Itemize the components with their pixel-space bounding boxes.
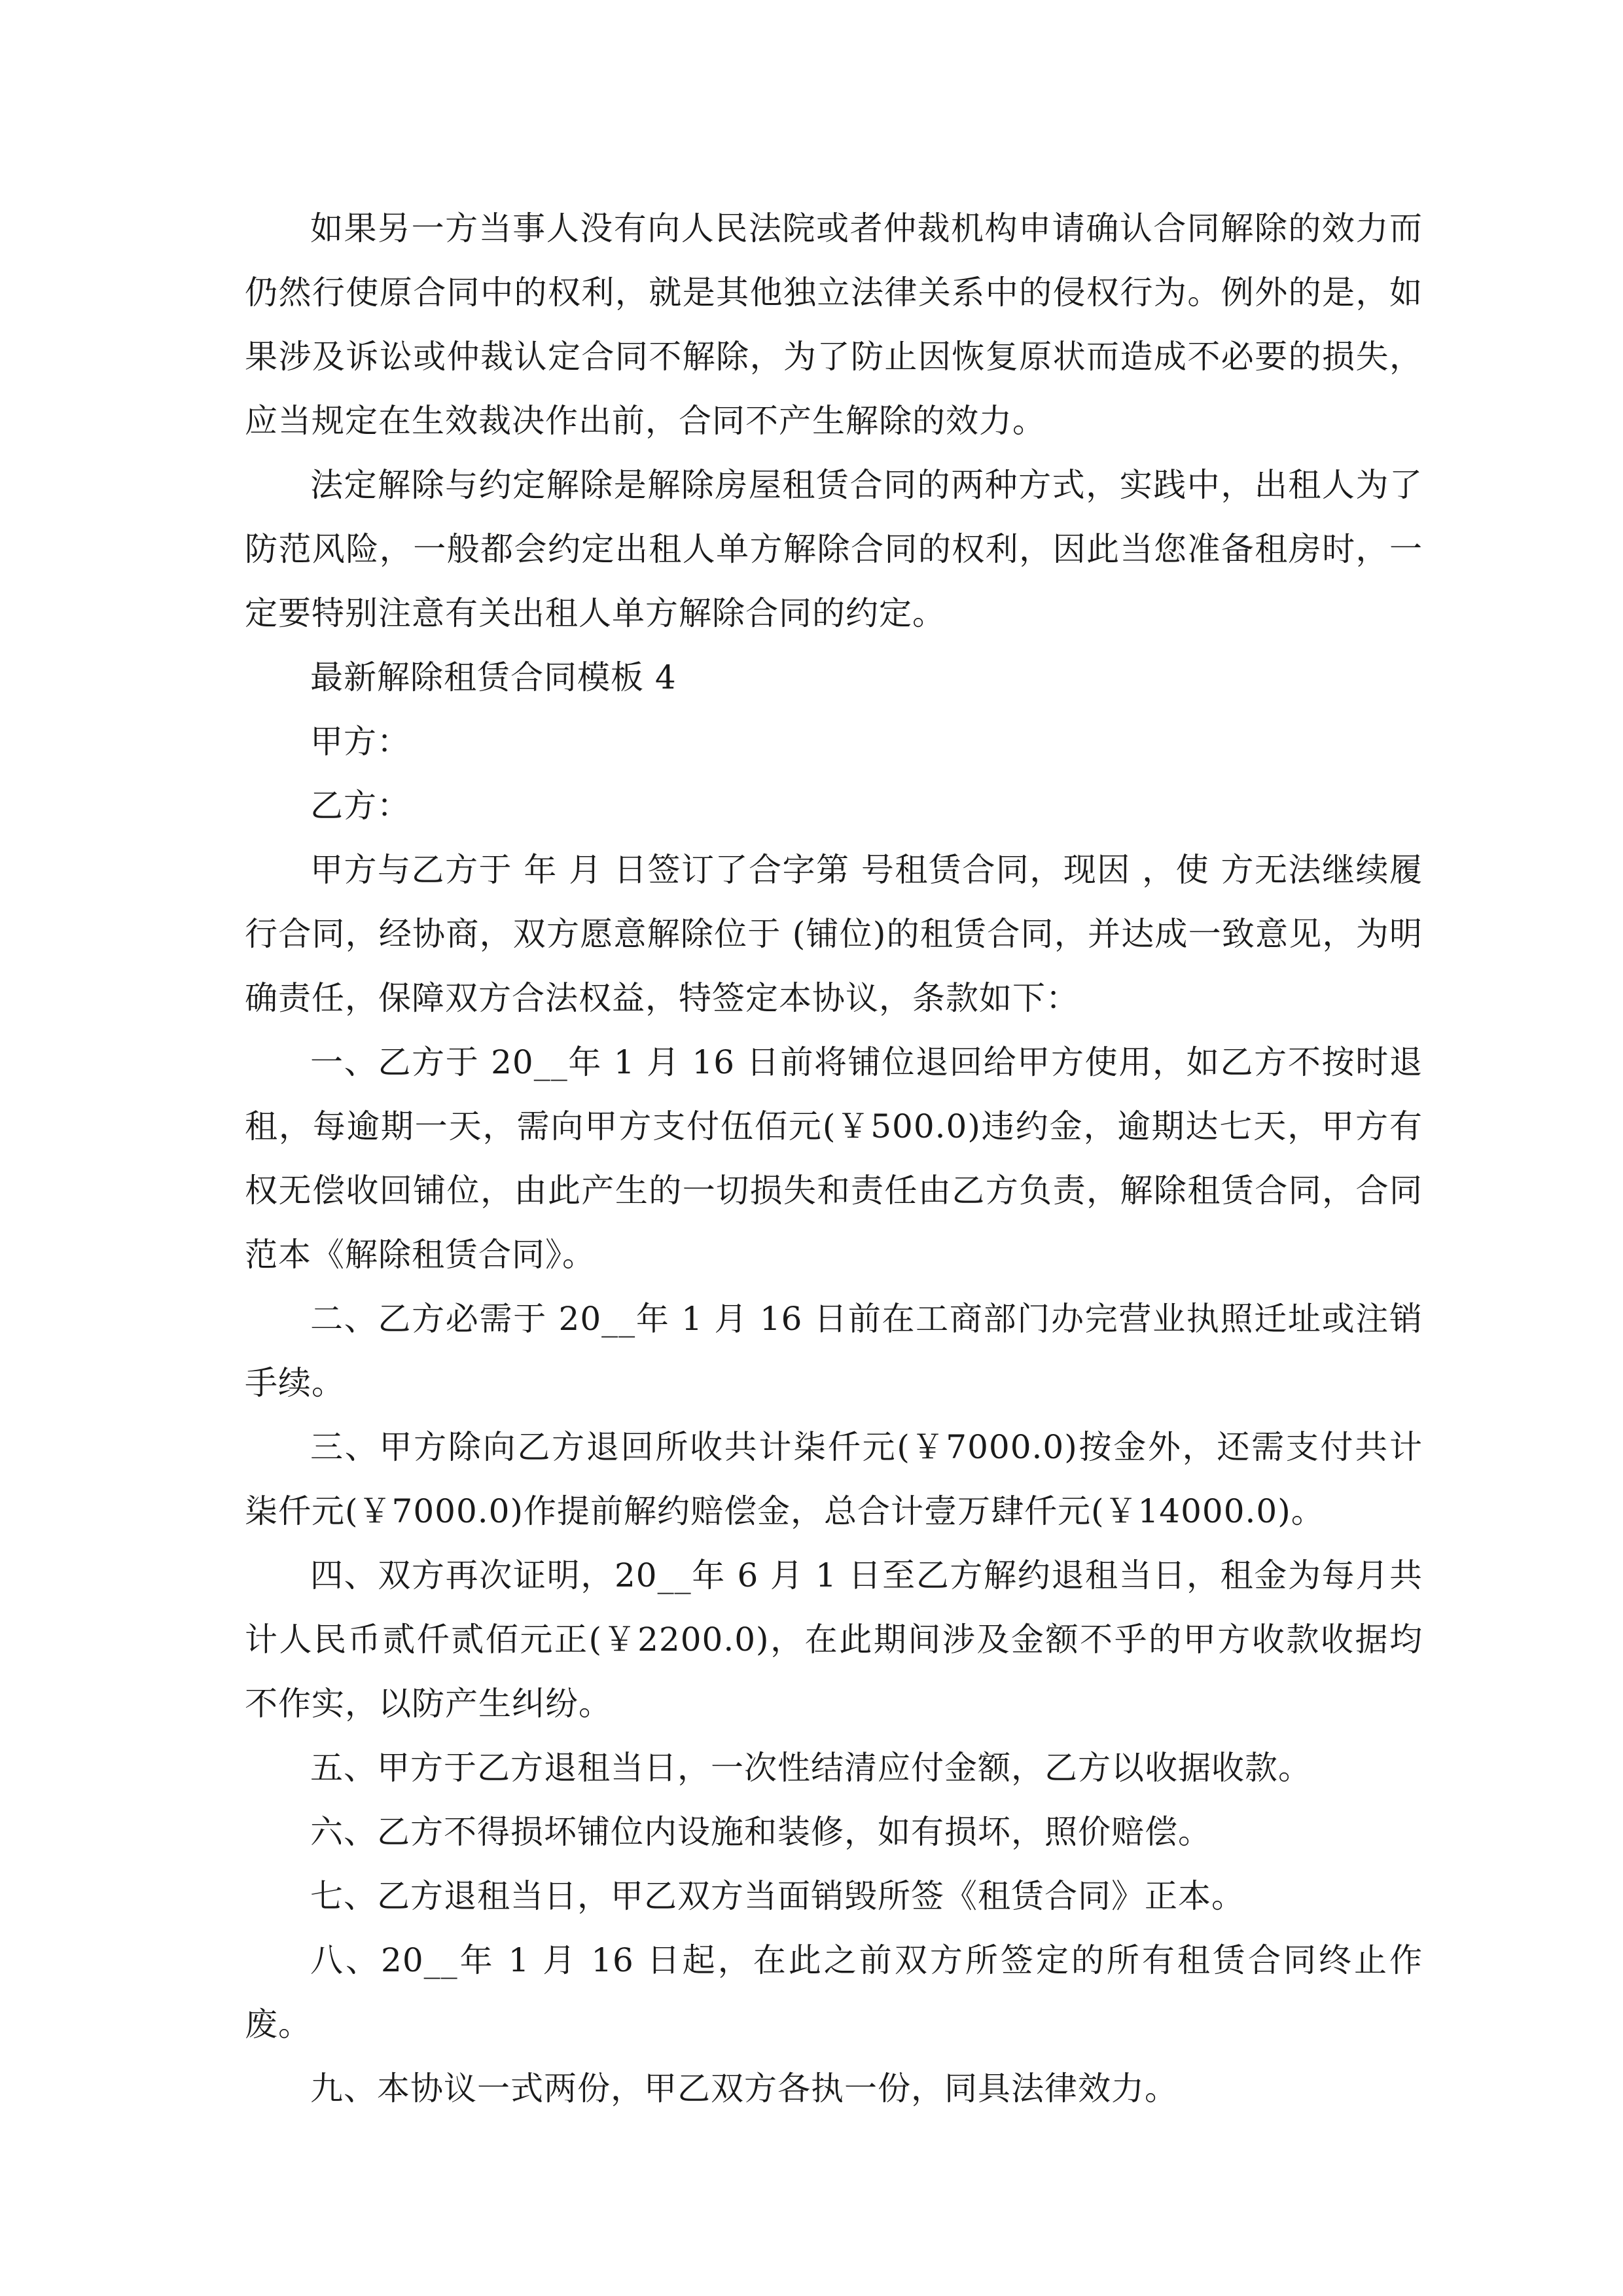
party-b-label: 乙方： bbox=[310, 787, 410, 825]
clause-4: 四、双方再次证明，20__年 6 月 1 日至乙方解约退租当日，租金为每月共计人民币贰仟贰佰元正(￥2200.0)，在此期间涉及金额不乎的甲方收款收据均不作实，以防产生纠纷。 bbox=[245, 1556, 1423, 1723]
agreement-intro: 甲方与乙方于 年 月 日签订了合字第 号租赁合同，现因 ，使 方无法继续履行合同，经协商，双方愿意解除位于 (铺位)的租赁合同，并达成一致意见，为明确责任，保障双方合法权益，特签定本协议，条款如下： bbox=[245, 851, 1423, 1017]
clause-2: 二、乙方必需于 20__年 1 月 16 日前在工商部门办完营业执照迁址或注销手续。 bbox=[245, 1300, 1423, 1402]
clause-9: 九、本协议一式两份，甲乙双方各执一份，同具法律效力。 bbox=[310, 2070, 1178, 2108]
template-title: 最新解除租赁合同模板 4 bbox=[310, 658, 677, 696]
party-a-label: 甲方： bbox=[310, 723, 410, 761]
clause-7: 七、乙方退租当日，甲乙双方当面销毁所签《租赁合同》正本。 bbox=[310, 1877, 1245, 1915]
document-body bbox=[245, 196, 1423, 2121]
clause-3: 三、甲方除向乙方退回所收共计柒仟元(￥7000.0)按金外，还需支付共计柒仟元(￥7000.0)作提前解约赔偿金，总合计壹万肆仟元(￥14000.0)。 bbox=[245, 1428, 1423, 1530]
clause-1: 一、乙方于 20__年 1 月 16 日前将铺位退回给甲方使用，如乙方不按时退租，每逾期一天，需向甲方支付伍佰元(￥500.0)违约金，逾期达七天，甲方有权无偿收回铺位，由此产生的一切损失和责任由乙方负责，解除租赁合同，合同范本《解除租赁合同》。 bbox=[245, 1043, 1423, 1274]
clause-6: 六、乙方不得损坏铺位内设施和装修，如有损坏，照价赔偿。 bbox=[310, 1813, 1211, 1851]
paragraph-termination-methods: 法定解除与约定解除是解除房屋租赁合同的两种方式，实践中，出租人为了防范风险，一般都会约定出租人单方解除合同的权利，因此当您准备租房时，一定要特别注意有关出租人单方解除合同的约定。 bbox=[245, 466, 1423, 632]
clause-8: 八、20__年 1 月 16 日起，在此之前双方所签定的所有租赁合同终止作废。 bbox=[245, 1941, 1423, 2043]
clause-5: 五、甲方于乙方退租当日，一次性结清应付金额，乙方以收据收款。 bbox=[310, 1749, 1311, 1787]
paragraph-contract-effect: 如果另一方当事人没有向人民法院或者仲裁机构申请确认合同解除的效力而仍然行使原合同中的权利，就是其他独立法律关系中的侵权行为。例外的是，如果涉及诉讼或仲裁认定合同不解除，为了防止因恢复原状而造成不必要的损失，应当规定在生效裁决作出前，合同不产生解除的效力。 bbox=[245, 209, 1423, 440]
